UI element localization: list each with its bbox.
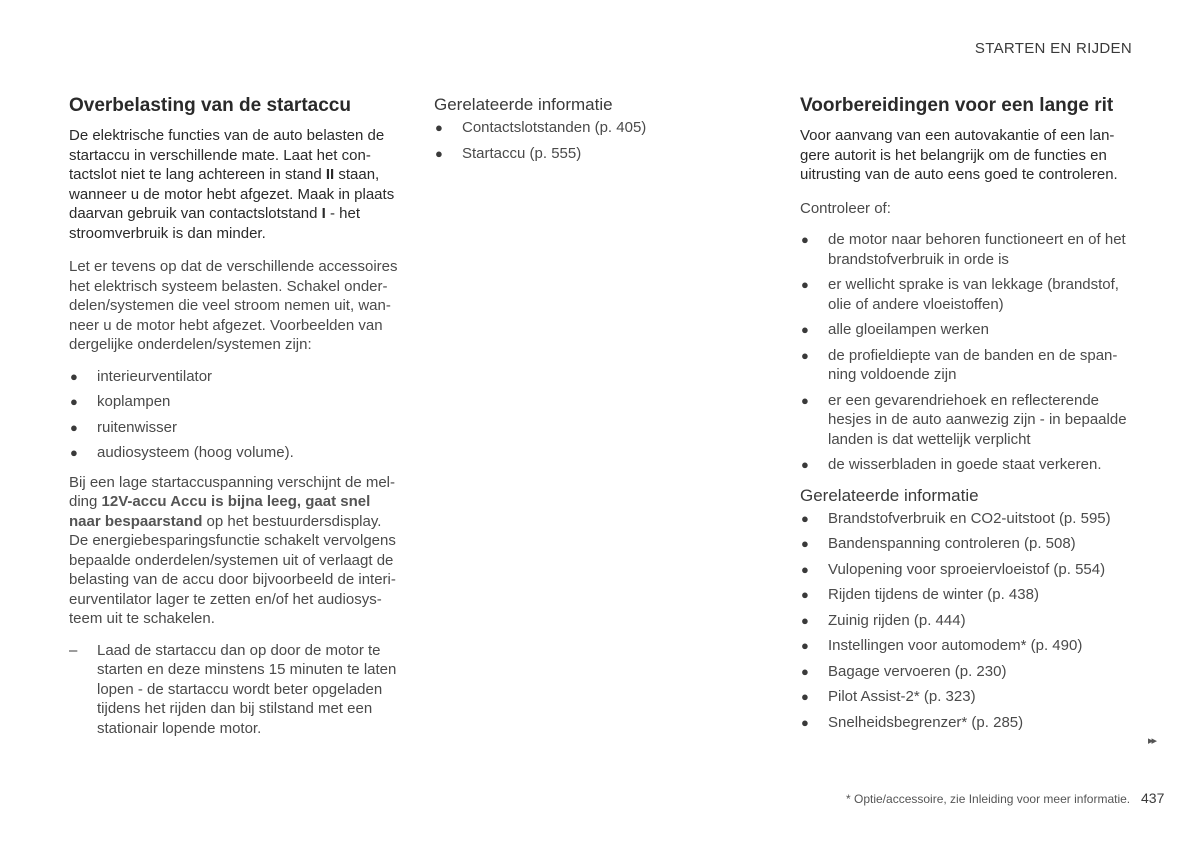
step-list (69, 641, 401, 739)
related-link[interactable] (800, 585, 1135, 605)
bullet-icon: ● (801, 232, 809, 247)
bullet-icon: ● (801, 347, 809, 363)
list-item (800, 391, 1135, 450)
bullet-icon: ● (801, 587, 809, 602)
step-text: Laad de startaccu dan op door de motor te starten en deze minstens 15 minuten te laten lopen - de startaccu wordt beter opgeladen tijdens het rijden dan bij stilstand met een stationair lopende motor. (97, 641, 397, 737)
list-item (69, 418, 401, 438)
heading-overbelasting: Overbelasting van de startaccu (69, 95, 351, 116)
related-link-text: Pilot Assist-2* (p. 323) (828, 688, 976, 705)
intro-text-c: staan, wanneer u de motor hebt afgezet. Maak in plaats daarvan gebruik van contactslotstand (69, 166, 395, 222)
list-item (800, 230, 1135, 269)
spanning-paragraph (69, 473, 401, 629)
heading-related-info-2: Gerelateerde informatie (800, 485, 979, 505)
related-link-text: Bagage vervoeren (p. 230) (828, 662, 1007, 680)
bullet-icon: ● (70, 445, 78, 460)
bullet-icon: ● (801, 689, 809, 704)
list-item-text: de wisserbladen in goede staat verkeren. (828, 456, 1102, 473)
page-number: 437 (1141, 790, 1165, 806)
related-link[interactable] (800, 713, 1135, 733)
bullet-icon: ● (801, 638, 809, 653)
intro-text-a: De elektrische functies van de auto belasten de startaccu in verschillende mate. Laat het contactslot niet te lang achtereen in stand (69, 127, 385, 183)
step-item (69, 641, 401, 739)
bullet-icon: ● (70, 419, 78, 435)
continue-arrow-icon: ▸▸ (1148, 735, 1156, 747)
list-item-text: alle gloeilampen werken (828, 321, 989, 338)
list-item-text: de profieldiepte van de banden en de spanning voldoende zijn (828, 346, 1118, 383)
list-item-text: de motor naar behoren functioneert en of het brandstofverbruik in orde is (828, 231, 1126, 268)
bullet-icon: ● (801, 536, 809, 551)
bullet-icon: ● (801, 457, 809, 472)
related-link[interactable] (800, 687, 1135, 707)
accessoires-list (69, 367, 401, 463)
heading-lange-rit: Voorbereidingen voor een lange rit (800, 95, 1114, 116)
related-link-text: Startaccu (p. 555) (462, 144, 582, 162)
list-item-text: audiosysteem (hoog volume). (97, 444, 294, 461)
bullet-icon: ● (801, 663, 809, 679)
list-item-text: er een gevarendriehoek en reflecterende hesjes in de auto aanwezig zijn - in bepaalde landen is dat wettelijk verplicht (828, 391, 1127, 448)
heading-related-info: Gerelateerde informatie (434, 95, 613, 114)
stand-i-label: I (321, 205, 326, 222)
list-item (69, 443, 401, 463)
accessoires-paragraph: Let er tevens op dat de verschillende accessoires het elektrisch systeem belasten. Schakel onderdelen/systemen die veel stroom nemen uit, wanneer u de motor hebt afgezet. Voorbeelden van dergelijke onderdelen/systemen zijn: (69, 258, 398, 353)
list-item (69, 367, 401, 387)
related-link[interactable] (800, 534, 1135, 554)
related-link-text: Instellingen voor automodem* (p. 490) (828, 637, 1083, 654)
list-item-text: interieurventilator (97, 367, 213, 385)
related-link-text: Contactslotstanden (p. 405) (462, 119, 647, 136)
column-startaccu (69, 94, 401, 738)
list-item (800, 320, 1135, 340)
bullet-icon: ● (801, 714, 809, 730)
related-link-text: Rijden tijdens de winter (p. 438) (828, 586, 1039, 603)
bullet-icon: ● (70, 368, 78, 384)
related-link[interactable] (800, 560, 1135, 580)
footnote: * Optie/accessoire, zie Inleiding voor meer informatie. (846, 792, 1131, 806)
related-link-text: Bandenspanning controleren (p. 508) (828, 535, 1076, 552)
stand-ii-label: II (325, 166, 335, 183)
related-link[interactable] (434, 144, 734, 164)
check-label: Controleer of: (800, 199, 891, 217)
bullet-icon: ● (70, 394, 78, 409)
list-item (800, 275, 1135, 314)
related-link[interactable] (800, 509, 1135, 529)
related-link-text: Zuinig rijden (p. 444) (828, 611, 966, 629)
list-item (69, 392, 401, 412)
bullet-icon: ● (801, 322, 809, 337)
related-list (434, 118, 734, 163)
related-link[interactable] (800, 662, 1135, 682)
dash-icon: – (69, 641, 78, 659)
related-link[interactable] (434, 118, 734, 138)
column-related-startaccu (434, 94, 734, 173)
bullet-icon: ● (801, 561, 809, 577)
display-message: 12V-accu Accu is bijna leeg, gaat snel naar bespaarstand (69, 493, 371, 530)
spanning-text-c: op het bestuurdersdisplay. De energiebesparingsfunctie schakelt vervolgens bepaalde onderdelen/systemen uit of verlaagt de belasting van de accu door bijvoorbeeld de interieurventilator lager te zetten en/of het audiosysteem uit te schakelen. (69, 512, 396, 627)
list-item-text: koplampen (97, 393, 171, 410)
list-item (800, 346, 1135, 385)
related-link[interactable] (800, 636, 1135, 656)
intro-text-e: - het stroomverbruik is dan minder. (69, 205, 361, 242)
list-item-text: er wellicht sprake is van lekkage (brandstof, olie of andere vloeistoffen) (828, 276, 1119, 313)
bullet-icon: ● (435, 145, 443, 161)
list-item-text: ruitenwisser (97, 418, 178, 436)
bullet-icon: ● (435, 120, 443, 135)
lange-rit-intro: Voor aanvang van een autovakantie of een langere autorit is het belangrijk om de functies en uitrusting van de auto eens goed te controleren. (800, 127, 1118, 183)
bullet-icon: ● (801, 392, 809, 408)
related-link[interactable] (800, 611, 1135, 631)
related-list-2 (800, 509, 1135, 733)
related-link-text: Brandstofverbruik en CO2-uitstoot (p. 595) (828, 509, 1111, 527)
section-header: STARTEN EN RIJDEN (974, 40, 1132, 57)
bullet-icon: ● (801, 277, 809, 292)
spanning-text-a: Bij een lage startaccuspanning verschijnt de melding (69, 473, 396, 510)
column-lange-rit (800, 94, 1135, 742)
list-item (800, 455, 1135, 475)
intro-paragraph (69, 126, 401, 243)
bullet-icon: ● (801, 612, 809, 628)
related-link-text: Vulopening voor sproeiervloeistof (p. 554) (828, 560, 1106, 578)
bullet-icon: ● (801, 510, 809, 526)
check-list (800, 230, 1135, 475)
related-link-text: Snelheidsbegrenzer* (p. 285) (828, 713, 1024, 731)
